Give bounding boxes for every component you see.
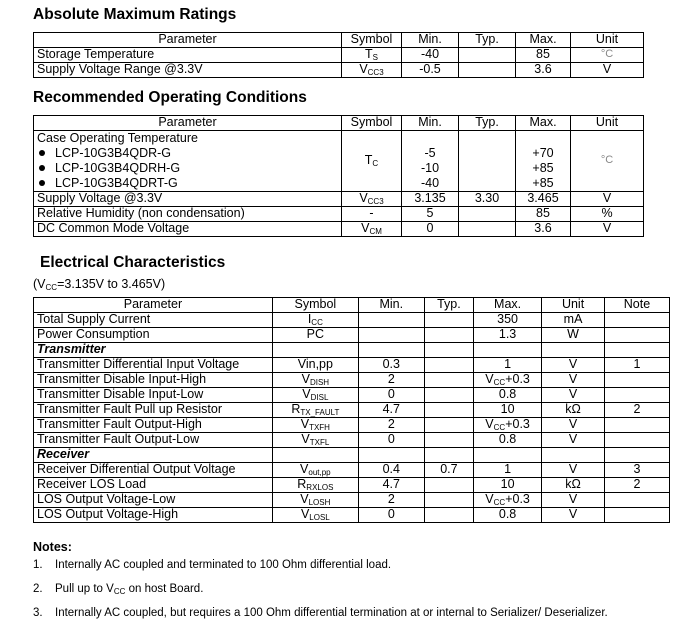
table-row	[34, 418, 670, 433]
bullet-icon	[39, 150, 45, 156]
max-value: +85	[532, 176, 554, 190]
case-temp-label: Case Operating Temperature	[37, 131, 198, 145]
min-cell: 0	[402, 222, 459, 237]
symbol-text: V	[300, 507, 310, 522]
symbol-subscript: CC3	[367, 197, 384, 207]
max-suffix: +0.3	[505, 372, 530, 387]
unit-cell: V	[571, 63, 644, 78]
max-text: V	[485, 417, 494, 432]
min-cell: -40	[402, 48, 459, 63]
header-cell: Max.	[516, 116, 571, 131]
max-cell: 0.8	[474, 433, 542, 448]
param-cell: Transmitter Fault Output-Low	[34, 433, 273, 448]
notes-title: Notes:	[33, 540, 72, 554]
model-item	[37, 161, 338, 176]
symbol-subscript: CM	[369, 227, 382, 237]
note-cell	[604, 418, 669, 433]
symbol-text: V	[302, 387, 311, 402]
header-cell: Symbol	[342, 33, 402, 48]
note-2: 2. Pull up to $V_{CC}$ on host Board.	[33, 583, 204, 596]
param-cell: Transmitter Disable Input-High	[34, 373, 273, 388]
symbol-text: V	[300, 492, 309, 507]
min-cell: 0	[358, 433, 424, 448]
param-cell: LOS Output Voltage-High	[34, 508, 273, 523]
symbol-cell	[342, 222, 402, 237]
min-cell: 4.7	[358, 403, 424, 418]
symbol-text: PC	[306, 327, 325, 342]
max-cell: 10	[474, 403, 542, 418]
header-cell: Parameter	[34, 33, 342, 48]
symbol-cell	[342, 48, 402, 63]
symbol-cell	[272, 508, 358, 523]
empty-cell	[542, 343, 605, 358]
max-cell: 85	[516, 207, 571, 222]
abs-max-table	[33, 32, 644, 78]
symbol-text: V	[300, 462, 309, 477]
header-cell: Unit	[571, 33, 644, 48]
model-name: LCP-10G3B4QDRH-G	[55, 161, 181, 175]
symbol-cell	[342, 131, 402, 192]
param-cell: Relative Humidity (non condensation)	[34, 207, 342, 222]
max-cell	[474, 493, 542, 508]
section-row	[34, 343, 670, 358]
symbol-cell	[272, 463, 358, 478]
min-cell	[358, 313, 424, 328]
symbol-subscript: RXLOS	[306, 483, 334, 493]
param-cell: Receiver LOS Load	[34, 478, 273, 493]
typ-cell	[459, 48, 516, 63]
min-cell: 0.3	[358, 358, 424, 373]
symbol-text: V	[359, 191, 368, 206]
min-cell: 2	[358, 373, 424, 388]
symbol-text: -	[369, 206, 374, 221]
param-cell: Total Supply Current	[34, 313, 273, 328]
symbol-text: V	[301, 432, 310, 447]
unit-cell: °C	[571, 131, 644, 192]
symbol-text: V	[300, 417, 310, 432]
unit-cell: V	[571, 192, 644, 207]
empty-cell	[424, 448, 473, 463]
symbol-subscript: TXFH	[309, 423, 330, 433]
max-value: +70	[532, 146, 554, 160]
symbol-text: R	[291, 402, 301, 417]
header-row	[34, 33, 644, 48]
case-temp-row	[34, 131, 644, 192]
table-row	[34, 403, 670, 418]
table-row	[34, 493, 670, 508]
note-cell: 2	[604, 403, 669, 418]
max-cell: 10	[474, 478, 542, 493]
max-subscript: CC	[493, 423, 506, 433]
typ-cell	[424, 313, 473, 328]
param-cell: Power Consumption	[34, 328, 273, 343]
typ-cell	[459, 222, 516, 237]
header-cell: Unit	[542, 298, 605, 313]
note-3: 3. Internally AC coupled, but requires a 100 Ohm differential termination at or internal to Serializer/ Deserializer.	[33, 607, 608, 619]
max-text: V	[485, 372, 494, 387]
table-row	[34, 478, 670, 493]
header-cell: Min.	[402, 116, 459, 131]
typ-cell	[459, 207, 516, 222]
header-cell: Typ.	[459, 116, 516, 131]
typ-cell	[459, 131, 516, 192]
section-label: Transmitter	[34, 343, 273, 358]
unit-cell: V	[542, 433, 605, 448]
symbol-cell	[342, 63, 402, 78]
max-cell: 3.6	[516, 63, 571, 78]
header-cell: Min.	[358, 298, 424, 313]
model-item	[37, 176, 338, 191]
min-value: -40	[420, 176, 440, 190]
symbol-cell	[272, 328, 358, 343]
symbol-subscript: CC3	[367, 68, 384, 78]
empty-cell	[358, 343, 424, 358]
symbol-cell	[272, 388, 358, 403]
header-cell: Typ.	[459, 33, 516, 48]
typ-cell	[424, 328, 473, 343]
symbol-text: T	[364, 153, 373, 168]
symbol-cell	[272, 448, 358, 463]
table-row	[34, 207, 644, 222]
min-cell: 0.4	[358, 463, 424, 478]
note-cell	[604, 328, 669, 343]
elec-condition: ($V_{CC}=3.135V$ to 3.465V)	[33, 277, 166, 292]
unit-cell: V	[542, 463, 605, 478]
header-cell: Typ.	[424, 298, 473, 313]
unit-cell: V	[542, 388, 605, 403]
bullet-icon	[39, 180, 45, 186]
model-name: LCP-10G3B4QDRT-G	[55, 176, 178, 190]
table-row	[34, 328, 670, 343]
unit-cell: kΩ	[542, 403, 605, 418]
symbol-text: V	[359, 62, 368, 77]
rec-op-table	[33, 115, 644, 237]
max-suffix: +0.3	[505, 417, 530, 432]
unit-cell: %	[571, 207, 644, 222]
min-cell	[402, 131, 459, 192]
unit-cell: V	[542, 418, 605, 433]
max-cell: 1.3	[474, 328, 542, 343]
elec-title: Electrical Characteristics	[40, 254, 226, 271]
symbol-subscript: DISL	[310, 393, 329, 403]
min-cell: 2	[358, 418, 424, 433]
symbol-subscript: TX_FAULT	[300, 408, 340, 418]
header-cell: Symbol	[342, 116, 402, 131]
symbol-cell	[272, 403, 358, 418]
header-row	[34, 116, 644, 131]
typ-cell	[424, 373, 473, 388]
note-cell	[604, 433, 669, 448]
table-row	[34, 388, 670, 403]
symbol-subscript: TXFL	[309, 438, 330, 448]
empty-cell	[604, 343, 669, 358]
param-cell: Supply Voltage @3.3V	[34, 192, 342, 207]
max-suffix: +0.3	[505, 492, 530, 507]
min-value: -10	[420, 161, 440, 175]
header-cell: Unit	[571, 116, 644, 131]
max-cell	[474, 373, 542, 388]
unit-cell: V	[542, 508, 605, 523]
symbol-cell	[272, 313, 358, 328]
min-cell: 5	[402, 207, 459, 222]
unit-cell: V	[542, 493, 605, 508]
max-cell	[516, 131, 571, 192]
model-item	[37, 146, 338, 161]
symbol-cell	[342, 207, 402, 222]
typ-cell	[424, 358, 473, 373]
empty-cell	[358, 448, 424, 463]
empty-cell	[474, 343, 542, 358]
header-cell: Min.	[402, 33, 459, 48]
typ-cell	[424, 508, 473, 523]
symbol-cell	[272, 433, 358, 448]
typ-cell: 0.7	[424, 463, 473, 478]
empty-cell	[604, 448, 669, 463]
param-cell	[34, 131, 342, 192]
max-cell: 3.465	[516, 192, 571, 207]
typ-cell	[424, 403, 473, 418]
typ-cell	[424, 433, 473, 448]
symbol-cell	[272, 493, 358, 508]
min-cell: 2	[358, 493, 424, 508]
symbol-subscript: out,pp	[308, 468, 331, 478]
header-cell: Parameter	[34, 298, 273, 313]
note-cell: 3	[604, 463, 669, 478]
header-cell: Max.	[516, 33, 571, 48]
max-subscript: CC	[493, 378, 506, 388]
symbol-subscript: C	[372, 159, 379, 169]
note-cell	[604, 508, 669, 523]
param-cell: DC Common Mode Voltage	[34, 222, 342, 237]
min-cell: 3.135	[402, 192, 459, 207]
unit-cell: V	[542, 358, 605, 373]
unit-cell: V	[542, 373, 605, 388]
section-row	[34, 448, 670, 463]
max-cell: 85	[516, 48, 571, 63]
typ-cell	[424, 418, 473, 433]
unit-cell: kΩ	[542, 478, 605, 493]
symbol-cell	[272, 343, 358, 358]
symbol-text: V	[301, 372, 310, 387]
table-row	[34, 433, 670, 448]
symbol-text: Vin,pp	[297, 357, 333, 372]
symbol-subscript: LOSL	[309, 513, 330, 523]
param-cell: LOS Output Voltage-Low	[34, 493, 273, 508]
symbol-subscript: S	[372, 53, 378, 63]
unit-cell: W	[542, 328, 605, 343]
table-row	[34, 313, 670, 328]
header-cell: Symbol	[272, 298, 358, 313]
bullet-icon	[39, 165, 45, 171]
empty-cell	[424, 343, 473, 358]
symbol-text: T	[365, 47, 373, 62]
symbol-cell	[272, 358, 358, 373]
max-cell: 0.8	[474, 508, 542, 523]
symbol-cell	[272, 373, 358, 388]
symbol-cell	[342, 192, 402, 207]
typ-cell	[459, 63, 516, 78]
elec-table	[33, 297, 670, 523]
note-cell: 2	[604, 478, 669, 493]
symbol-text: R	[297, 477, 307, 492]
symbol-subscript: DISH	[309, 378, 330, 388]
param-cell: Transmitter Fault Pull up Resistor	[34, 403, 273, 418]
note-cell	[604, 313, 669, 328]
max-cell: 1	[474, 463, 542, 478]
typ-cell	[424, 388, 473, 403]
min-cell: 4.7	[358, 478, 424, 493]
max-cell	[474, 418, 542, 433]
max-cell: 350	[474, 313, 542, 328]
symbol-subscript: LOSH	[308, 498, 331, 508]
header-row	[34, 298, 670, 313]
abs-title: Absolute Maximum Ratings	[33, 6, 237, 23]
typ-cell	[424, 493, 473, 508]
header-cell: Parameter	[34, 116, 342, 131]
table-row	[34, 358, 670, 373]
model-name: LCP-10G3B4QDR-G	[55, 146, 172, 160]
table-row	[34, 222, 644, 237]
param-cell: Storage Temperature	[34, 48, 342, 63]
note-cell: 1	[604, 358, 669, 373]
max-cell: 3.6	[516, 222, 571, 237]
param-cell: Transmitter Differential Input Voltage	[34, 358, 273, 373]
table-row	[34, 63, 644, 78]
header-cell: Max.	[474, 298, 542, 313]
empty-cell	[474, 448, 542, 463]
header-cell: Note	[604, 298, 669, 313]
typ-cell: 3.30	[459, 192, 516, 207]
symbol-text: I	[307, 312, 312, 327]
empty-cell	[542, 448, 605, 463]
table-row	[34, 373, 670, 388]
param-cell: Receiver Differential Output Voltage	[34, 463, 273, 478]
unit-cell: V	[571, 222, 644, 237]
max-subscript: CC	[493, 498, 506, 508]
symbol-cell	[272, 418, 358, 433]
min-cell: 0	[358, 388, 424, 403]
param-cell: Transmitter Disable Input-Low	[34, 388, 273, 403]
note-cell	[604, 373, 669, 388]
unit-cell: °C	[571, 48, 644, 63]
rec-title: Recommended Operating Conditions	[33, 89, 307, 106]
min-cell: 0	[358, 508, 424, 523]
min-cell	[358, 328, 424, 343]
section-label: Receiver	[34, 448, 273, 463]
max-text: V	[485, 492, 494, 507]
typ-cell	[424, 478, 473, 493]
symbol-text: V	[361, 221, 370, 236]
min-value: -5	[424, 146, 436, 160]
max-cell: 0.8	[474, 388, 542, 403]
note-1: 1. Internally AC coupled and terminated to 100 Ohm differential load.	[33, 559, 392, 571]
table-row	[34, 48, 644, 63]
table-row	[34, 508, 670, 523]
param-cell: Supply Voltage Range @3.3V	[34, 63, 342, 78]
param-cell: Transmitter Fault Output-High	[34, 418, 273, 433]
note-cell	[604, 493, 669, 508]
note-cell	[604, 388, 669, 403]
table-row	[34, 463, 670, 478]
unit-cell: mA	[542, 313, 605, 328]
symbol-cell	[272, 478, 358, 493]
symbol-subscript: CC	[311, 318, 323, 328]
table-row	[34, 192, 644, 207]
max-cell: 1	[474, 358, 542, 373]
min-cell: -0.5	[402, 63, 459, 78]
max-value: +85	[532, 161, 554, 175]
